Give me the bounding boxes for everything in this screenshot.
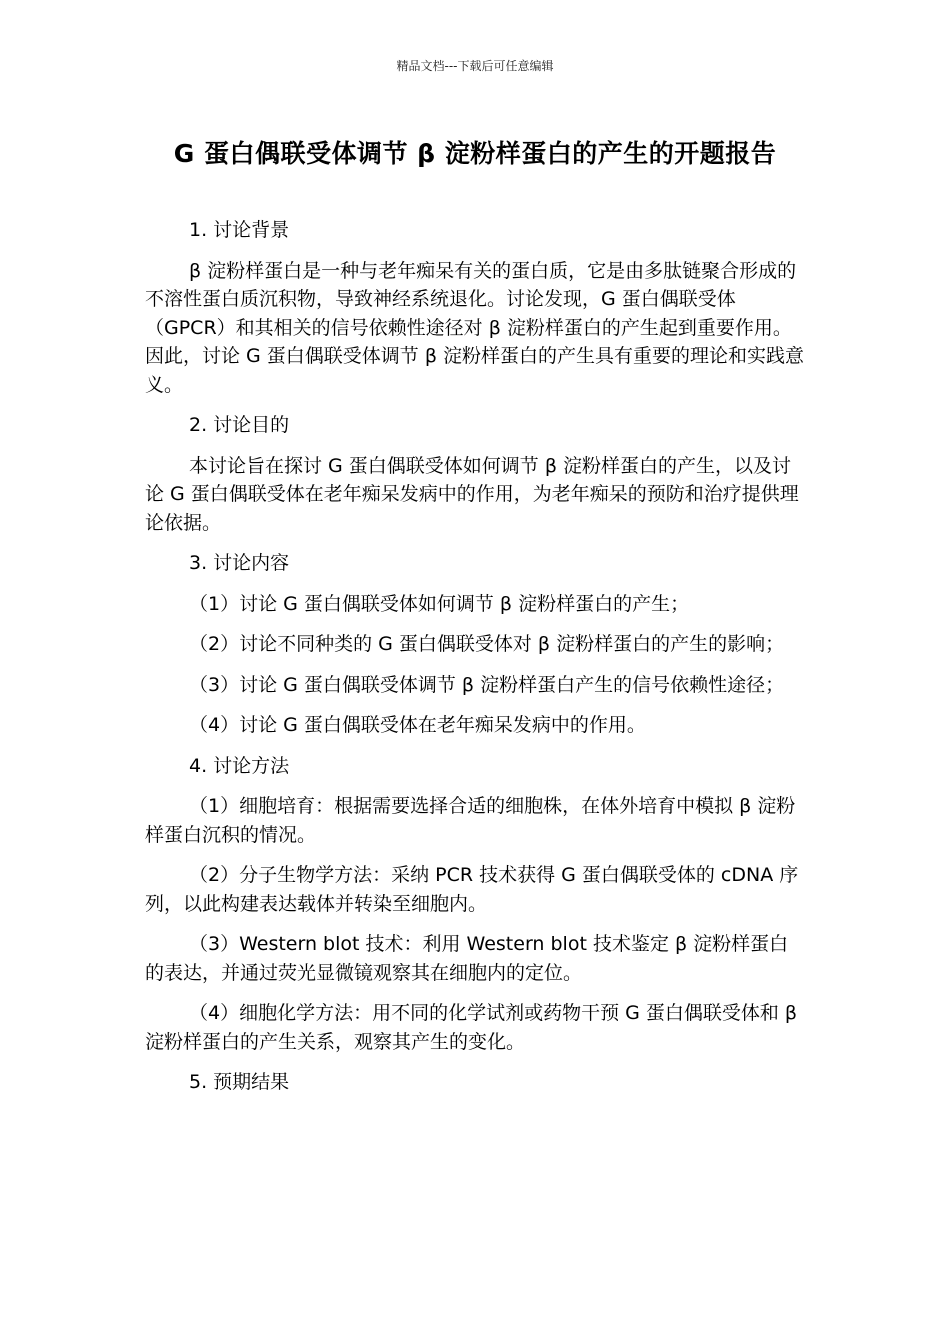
section-heading-1: 1. 讨论背景 <box>189 219 290 241</box>
section-paragraph-1: β 淀粉样蛋白是一种与老年痴呆有关的蛋白质，它是由多肽链聚合形成的不溶性蛋白质沉积物，导致神经系统退化。讨论发现，G 蛋白偶联受体（GPCR）和其相关的信号依赖性途径对 β 淀粉样蛋白的产生起到重要作用。因此，讨论 G 蛋白偶联受体调节 β 淀粉样蛋白的产生具有重要的理论和实践意义。 <box>145 259 805 396</box>
document-body <box>145 216 807 1109</box>
list-item: （4）细胞化学方法：用不同的化学试剂或药物干预 G 蛋白偶联受体和 β 淀粉样蛋白的产生关系，观察其产生的变化。 <box>145 1002 798 1053</box>
document-title: G 蛋白偶联受体调节 β 淀粉样蛋白的产生的开题报告 <box>173 139 777 168</box>
list-item: （4）讨论 G 蛋白偶联受体在老年痴呆发病中的作用。 <box>189 714 646 736</box>
section-heading-5: 5. 预期结果 <box>189 1071 290 1093</box>
list-item: （2）讨论不同种类的 G 蛋白偶联受体对 β 淀粉样蛋白的产生的影响； <box>189 633 785 655</box>
section-heading-3: 3. 讨论内容 <box>189 552 290 574</box>
section-heading-4: 4. 讨论方法 <box>189 754 290 777</box>
section-heading-2: 2. 讨论目的 <box>189 414 290 436</box>
list-item: （3）Western blot 技术：利用 Western blot 技术鉴定 β 淀粉样蛋白的表达，并通过荧光显微镜观察其在细胞内的定位。 <box>145 933 789 984</box>
list-item: （1）细胞培育：根据需要选择合适的细胞株，在体外培育中模拟 β 淀粉样蛋白沉积的情况。 <box>145 795 796 846</box>
list-item: （2）分子生物学方法：采纳 PCR 技术获得 G 蛋白偶联受体的 cDNA 序列，以此构建表达载体并转染至细胞内。 <box>145 864 799 915</box>
section-paragraph-2: 本讨论旨在探讨 G 蛋白偶联受体如何调节 β 淀粉样蛋白的产生，以及讨论 G 蛋白偶联受体在老年痴呆发病中的作用，为老年痴呆的预防和治疗提供理论依据。 <box>145 454 799 534</box>
list-item: （3）讨论 G 蛋白偶联受体调节 β 淀粉样蛋白产生的信号依赖性途径； <box>189 673 785 696</box>
list-item: （1）讨论 G 蛋白偶联受体如何调节 β 淀粉样蛋白的产生； <box>189 592 690 615</box>
page-header: 精品文档---下载后可任意编辑 <box>396 59 554 73</box>
